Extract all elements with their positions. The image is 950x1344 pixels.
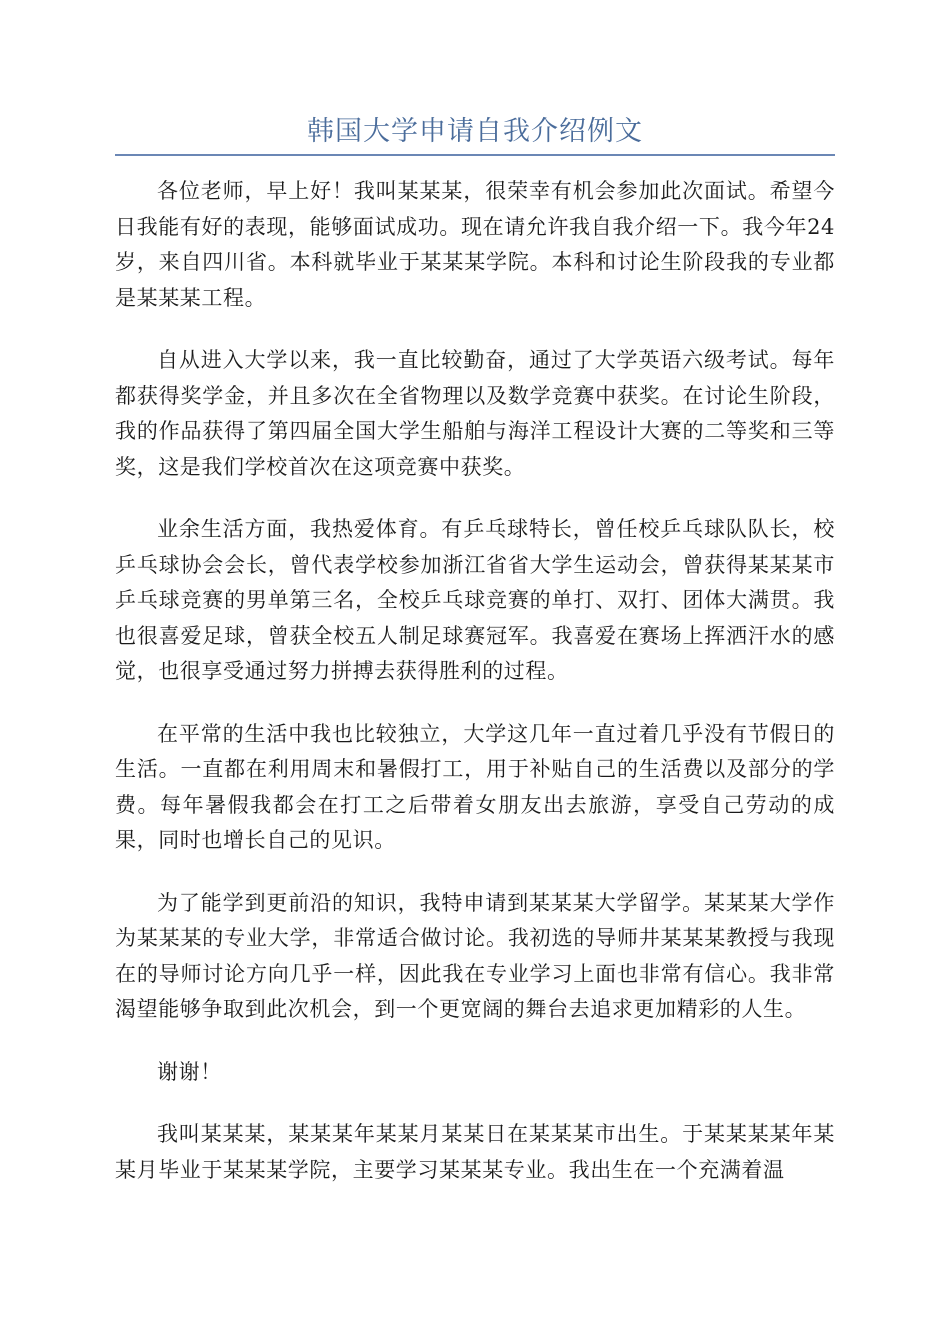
paragraph-study: 自从进入大学以来，我一直比较勤奋，通过了大学英语六级考试。每年都获得奖学金，并且多次在全省物理以及数学竞赛中获奖。在讨论生阶段，我的作品获得了第四届全国大学生船舶与海洋工程设计大赛的二等奖和三等奖，这是我们学校首次在这项竞赛中获奖。 — [115, 348, 835, 479]
document-body — [115, 152, 835, 1188]
paragraph-application-reason: 为了能学到更前沿的知识，我特申请到某某某大学留学。某某某大学作为某某某的专业大学，非常适合做讨论。我初选的导师井某某某教授与我现在的导师讨论方向几乎一样，因此我在专业学习上面也非常有信心。我非常渴望能够争取到此次机会，到一个更宽阔的舞台去追求更加精彩的人生。 — [115, 890, 835, 1021]
paragraph-hobbies: 业余生活方面，我热爱体育。有乒乓球特长，曾任校乒乓球队队长，校乒乓球协会会长，曾代表学校参加浙江省省大学生运动会，曾获得某某某市乒乓球竞赛的男单第三名，全校乒乓球竞赛的单打、双打、团体大满贯。我也很喜爱足球，曾获全校五人制足球赛冠军。我喜爱在赛场上挥洒汗水的感觉，也很享受通过努力拼搏去获得胜利的过程。 — [115, 517, 835, 683]
paragraph-daily-life: 在平常的生活中我也比较独立，大学这几年一直过着几乎没有节假日的生活。一直都在利用周末和暑假打工，用于补贴自己的生活费以及部分的学费。每年暑假我都会在打工之后带着女朋友出去旅游，享受自己劳动的成果，同时也增长自己的见识。 — [115, 721, 835, 852]
document-title: 韩国大学申请自我介绍例文 — [307, 116, 643, 147]
paragraph-second-intro: 我叫某某某，某某某年某某月某某日在某某某市出生。于某某某某年某某月毕业于某某某学院，主要学习某某某专业。我出生在一个充满着温 — [115, 1122, 835, 1182]
paragraph-greeting: 各位老师，早上好！我叫某某某，很荣幸有机会参加此次面试。希望今日我能有好的表现，能够面试成功。现在请允许我自我介绍一下。我今年24岁，来自四川省。本科就毕业于某某某学院。本科和讨论生阶段我的专业都是某某某工程。 — [115, 179, 835, 310]
paragraph-thanks: 谢谢！ — [157, 1059, 222, 1084]
